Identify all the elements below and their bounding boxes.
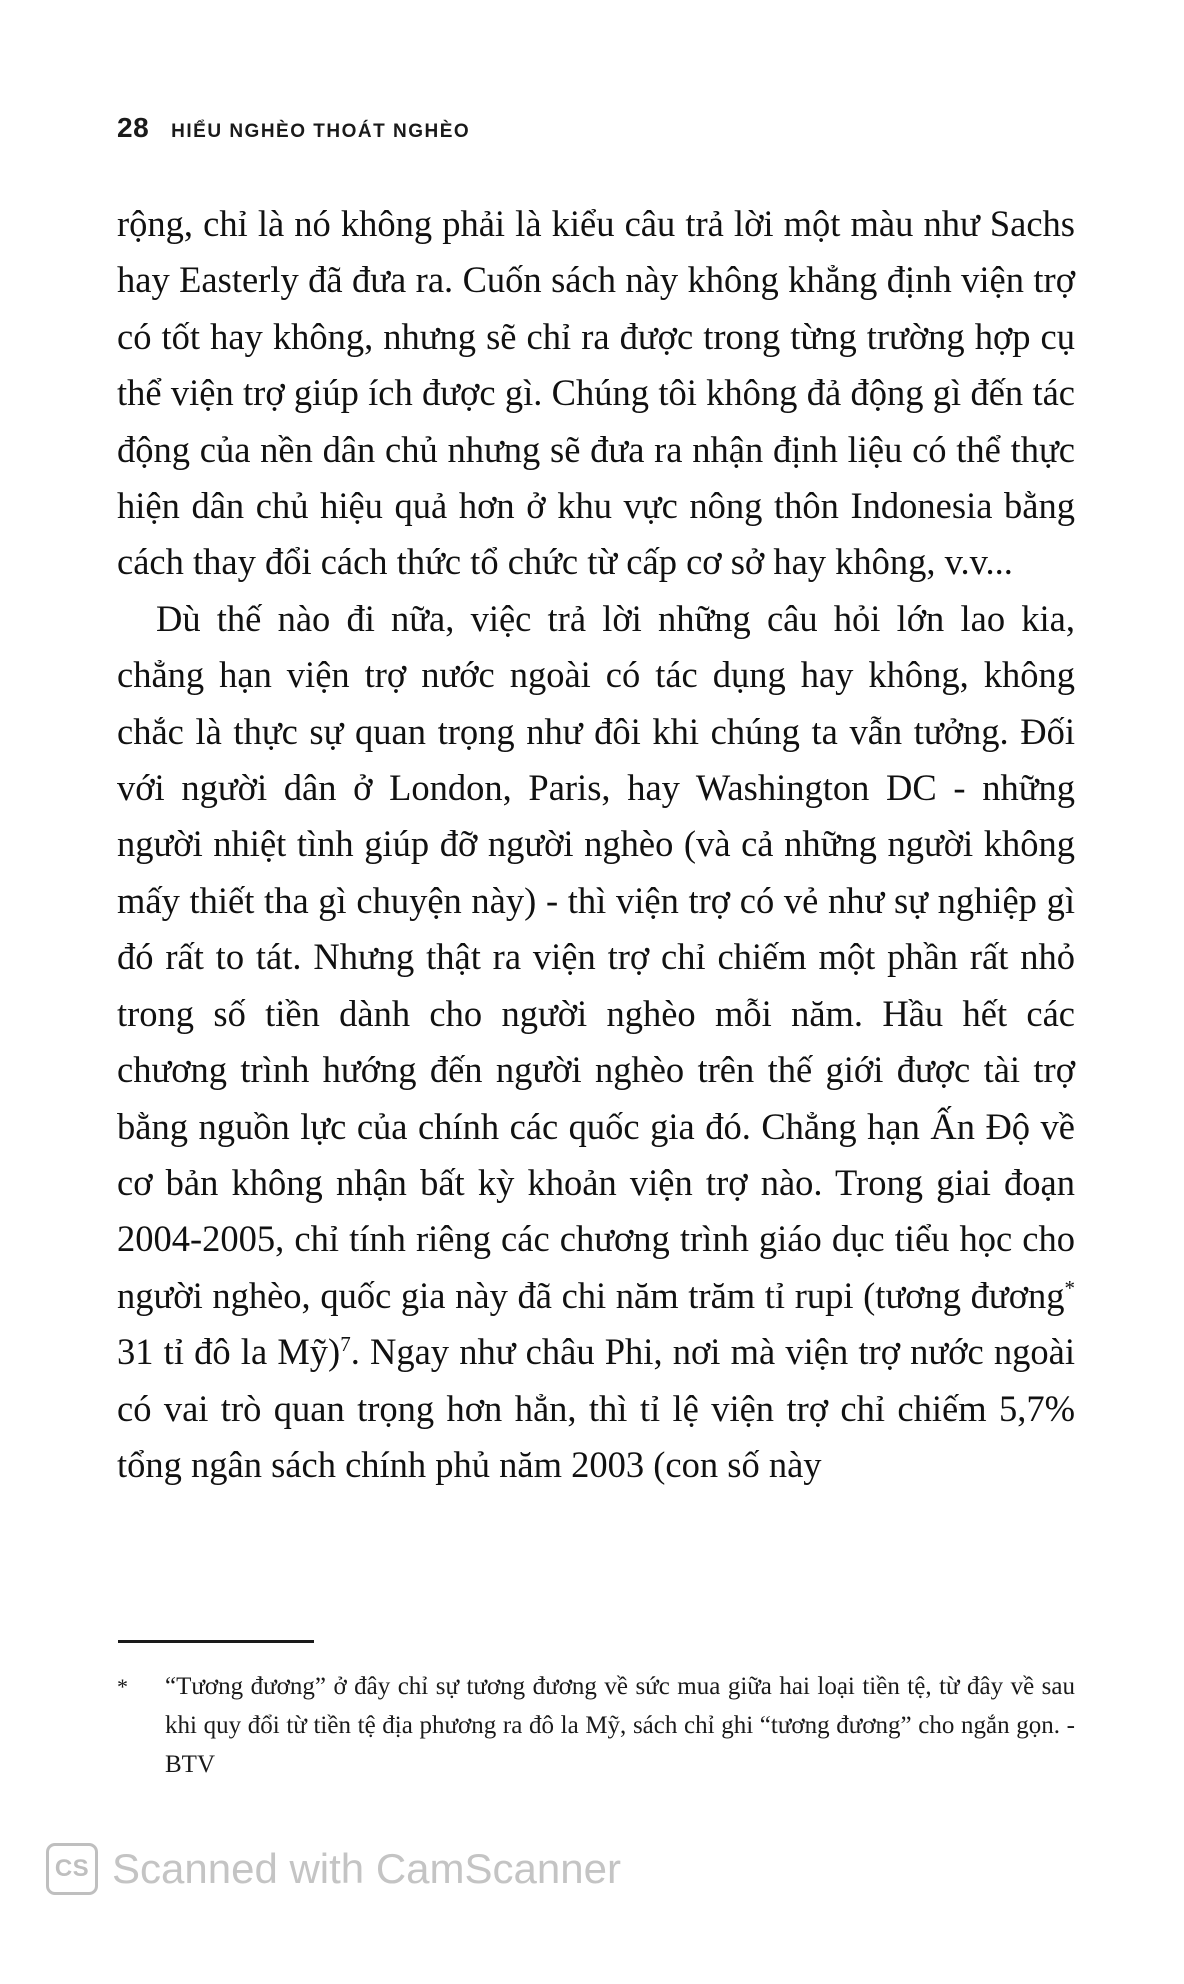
paragraph-2-part-2: 31 tỉ đô la Mỹ) xyxy=(117,1331,341,1373)
book-title: HIỂU NGHÈO THOÁT NGHÈO xyxy=(171,121,471,142)
footnote-text: “Tương đương” ở đây chỉ sự tương đương về sức mua giữa hai loại tiền tệ, từ đây về sau khi quy đổi từ tiền tệ địa phương ra đô la Mỹ, sách chỉ ghi “tương đương” cho ngắn gọn. - BTV xyxy=(165,1673,1075,1778)
running-header xyxy=(117,112,470,144)
page-number: 28 xyxy=(117,112,150,143)
camscanner-watermark xyxy=(46,1843,621,1895)
footnote-divider xyxy=(118,1640,314,1643)
footnote-marker: * xyxy=(117,1674,128,1699)
paragraph-2-part-3: . Ngay như châu Phi, nơi mà viện trợ nước ngoài có vai trò quan trọng hơn hẳn, thì tỉ lệ viện trợ chỉ chiếm 5,7% tổng ngân sách chính phủ năm 2003 (con số này xyxy=(117,1331,1075,1485)
footnote xyxy=(117,1667,1075,1784)
paragraph-2 xyxy=(117,591,1075,1494)
body-text xyxy=(117,196,1075,1493)
watermark-text: Scanned with CamScanner xyxy=(112,1845,621,1892)
camscanner-logo-icon: CS xyxy=(46,1843,98,1895)
endnote-reference: 7 xyxy=(340,1331,351,1356)
footnote-marker-inline: * xyxy=(1064,1275,1075,1300)
paragraph-1: rộng, chỉ là nó không phải là kiểu câu trả lời một màu như Sachs hay Easterly đã đưa ra. Cuốn sách này không khẳng định viện trợ có tốt hay không, nhưng sẽ chỉ ra được trong từng trường hợp cụ thể viện trợ giúp ích được gì. Chúng tôi không đả động gì đến tác động của nền dân chủ nhưng sẽ đưa ra nhận định liệu có thể thực hiện dân chủ hiệu quả hơn ở khu vực nông thôn Indonesia bằng cách thay đổi cách thức tổ chức từ cấp cơ sở hay không, v.v... xyxy=(117,203,1075,583)
paragraph-2-part-1: Dù thế nào đi nữa, việc trả lời những câu hỏi lớn lao kia, chẳng hạn viện trợ nước ngoài có tác dụng hay không, không chắc là thực sự quan trọng như đôi khi chúng ta vẫn tưởng. Đối với người dân ở London, Paris, hay Washington DC - những người nhiệt tình giúp đỡ người nghèo (và cả những người không mấy thiết tha gì chuyện này) - thì viện trợ có vẻ như sự nghiệp gì đó rất to tát. Nhưng thật ra viện trợ chỉ chiếm một phần rất nhỏ trong số tiền dành cho người nghèo mỗi năm. Hầu hết các chương trình hướng đến người nghèo trên thế giới được tài trợ bằng nguồn lực của chính các quốc gia đó. Chẳng hạn Ấn Độ về cơ bản không nhận bất kỳ khoản viện trợ nào. Trong giai đoạn 2004-2005, chỉ tính riêng các chương trình giáo dục tiểu học cho người nghèo, quốc gia này đã chi năm trăm tỉ rupi (tương đương xyxy=(117,597,1075,1316)
